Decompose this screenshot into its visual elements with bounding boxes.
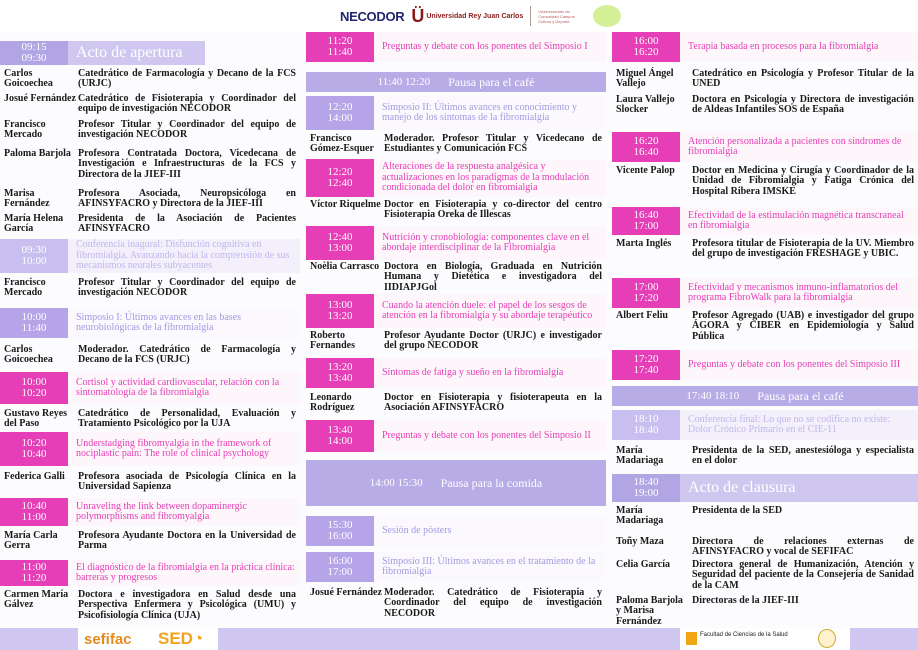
talk-title: Cuando la atención duele: el papel de los sesgos de atención en la fibromialgia y su abordaje terapéutico	[382, 299, 593, 321]
sed-logo	[158, 629, 203, 649]
talk-band	[0, 372, 300, 404]
talk-title: Nutrición y cronobiología: componentes clave en el abordaje interdisciplinar de la Fibromialgia	[382, 231, 590, 253]
facultad-logo	[700, 632, 788, 639]
time-start: 18:40	[633, 476, 659, 488]
time-end: 11:40	[21, 322, 47, 334]
speaker-name: Francisco Mercado	[4, 119, 46, 141]
time-start: 16:00	[327, 555, 353, 567]
speaker-name: Federica Galli	[4, 471, 65, 482]
talk-band	[612, 132, 918, 162]
sed-logo-mark: ◔	[192, 629, 204, 648]
time-start: 16:20	[633, 135, 659, 147]
talk-title: Understadging fibromyalgia in the framework of nociplastic pain: The role of clinical psychology	[76, 437, 272, 459]
symposium-1-band	[0, 308, 300, 338]
seal-icon	[818, 629, 836, 648]
speaker-desc: Doctora e investigadora en Salud desde una Perspectiva Enfermera y Psicológica (UMU) y Psicofisiología Clínica (UJA)	[78, 589, 296, 621]
speaker-name: Roberto Fernandes	[310, 330, 355, 352]
urjc-name: Universidad Rey Juan Carlos	[426, 12, 524, 20]
speaker-desc: Catedrático en Psicología y Profesor Titular de la UNED	[692, 68, 914, 90]
final-conference-title: Conferencia final: Lo que no se codifica no existe: Dolor Crónico Primario en el CIE-11	[688, 413, 891, 435]
speaker-desc: Doctor en Medicina y Cirugía y Coordinador de la Unidad de Fibromialgia y Fatiga Crónica del Hospital Ribera IMSKE	[692, 165, 914, 197]
questions-title: Preguntas y debate con los ponentes del Simposio II	[382, 429, 591, 441]
time-end: 11:20	[21, 572, 47, 584]
lunch-break-band	[306, 460, 606, 506]
speaker-desc: Presidenta de la Asociación de Pacientes AFINSYFACRO	[78, 213, 296, 235]
talk-band	[0, 432, 300, 466]
symposium-3-band	[306, 552, 606, 582]
break-label: Pausa para el café	[757, 388, 844, 403]
time-start: 17:20	[633, 353, 659, 365]
column-3	[612, 32, 918, 628]
time-start: 15:30	[327, 519, 353, 531]
talk-title: Efectividad de la estimulación magnética transcraneal en fibromialgia	[688, 209, 904, 231]
final-conference-band	[612, 410, 918, 440]
time-start: 12:20	[327, 101, 353, 113]
facultad-name: Facultad de Ciencias de la Salud	[700, 632, 788, 638]
questions-band	[306, 420, 606, 452]
speaker-desc: Profesor Ayudante Doctor (URJC) e investigador del grupo NECODOR	[384, 330, 602, 352]
time-end: 18:40	[633, 424, 659, 436]
speaker-name: Víctor Riquelme	[310, 199, 381, 210]
speaker-desc: Presidenta de la SED, anestesióloga y especialista en el dolor	[692, 445, 914, 467]
time-start: 17:00	[633, 281, 659, 293]
speaker-name: Albert Feliu	[616, 310, 668, 321]
time-start: 10:40	[21, 500, 47, 512]
speaker-name: Marisa Fernández	[4, 188, 50, 210]
speaker-name: Leonardo Rodríguez	[310, 392, 355, 414]
speaker-name: Carlos Goicoechea	[4, 68, 53, 90]
speaker-name: Gustavo Reyes del Paso	[4, 408, 68, 430]
speaker-name: Paloma Barjola y Marisa Fernández	[616, 595, 683, 627]
time-end: 14:00	[327, 112, 353, 124]
speaker-name: María Madariaga	[616, 505, 664, 527]
speaker-name: Francisco Mercado	[4, 277, 46, 299]
break-label: Pausa para el café	[448, 74, 535, 89]
talk-title: Terapia basada en procesos para la fibromialgia	[688, 40, 879, 52]
questions-title: Preguntas y debate con los ponentes del Simposio III	[688, 358, 901, 370]
column-1	[0, 32, 300, 628]
speaker-name: Marta Inglés	[616, 238, 672, 249]
header-logos	[340, 4, 621, 28]
speaker-name: Noèlia Carrasco	[310, 261, 380, 272]
coffee-break-band	[306, 72, 606, 92]
time-end: 14:00	[327, 435, 353, 447]
speaker-name: Laura Vallejo Slocker	[616, 94, 675, 116]
posters-title: Sesión de pósters	[382, 524, 452, 536]
inaugural-title: Conferencia inagural: Disfunción cognitiva en fibromialgia. Avanzando hacia la comprensión de sus mecanismos neurales subyacentes	[76, 239, 290, 272]
time-start: 10:00	[21, 376, 47, 388]
time-end: 17:20	[633, 292, 659, 304]
break-time: 17:40 18:10	[686, 390, 740, 402]
speaker-desc: Directora de relaciones externas de AFINSYFACRO y vocal de SEFIFAC	[692, 536, 914, 558]
time-end: 11:00	[21, 511, 47, 523]
time-start: 12:20	[327, 166, 353, 178]
urjc-logo: Ü Universidad Rey Juan Carlos	[411, 6, 524, 26]
opening-title: Acto de apertura	[76, 43, 183, 61]
time-end: 13:40	[327, 372, 353, 384]
logo-divider	[530, 6, 531, 26]
speaker-name: Toñy Maza	[616, 536, 664, 547]
speaker-desc: Directoras de la JIEF-III	[692, 595, 799, 606]
talk-band	[612, 32, 918, 62]
time-start: 13:20	[327, 361, 353, 373]
talk-band	[0, 498, 300, 526]
speaker-desc: Moderador. Profesor Titular y Vicedecano de Estudiantes y Comunicación FCS	[384, 133, 602, 155]
talk-band	[306, 294, 606, 328]
opening-band	[0, 41, 205, 65]
symposium-2-title: Simposio II: Últimos avances en conocimiento y manejo de los síntomas de la fibromialgia	[382, 101, 577, 123]
questions-band	[612, 350, 918, 380]
time-end: 09:30	[21, 52, 47, 64]
speaker-desc: Profesora Ayudante Doctora en la Universidad de Parma	[78, 530, 296, 552]
time-start: 09:30	[21, 244, 47, 256]
questions-title: Preguntas y debate con los ponentes del Simposio I	[382, 40, 588, 52]
time-end: 10:40	[21, 448, 47, 460]
break-time: 11:40 12:20	[377, 76, 431, 88]
time-end: 16:00	[327, 530, 353, 542]
time-start: 10:00	[21, 311, 47, 323]
speaker-name: Paloma Barjola	[4, 148, 71, 159]
speaker-desc: Profesor Titular y Coordinador del equipo de investigación NECODOR	[78, 119, 296, 141]
inaugural-band	[0, 239, 300, 273]
speaker-name: María Carla Gerra	[4, 530, 58, 552]
time-end: 17:00	[327, 566, 353, 578]
talk-band	[612, 207, 918, 235]
talk-title: El diagnóstico de la fibromialgia en la práctica clínica: barreras y progresos	[76, 561, 295, 583]
coffee-break-band	[612, 386, 918, 406]
speaker-desc: Catedrático de Farmacología y Decano de la FCS (URJC)	[78, 68, 296, 90]
break-label: Pausa para la comida	[440, 475, 543, 490]
speaker-desc: Catedrático de Fisioterapia y Coordinador del equipo de investigación NECODOR	[78, 93, 296, 115]
speaker-desc: Profesor Titular y Coordinador del equipo de investigación NECODOR	[78, 277, 296, 299]
sefifac-logo: sefifac	[84, 631, 132, 648]
time-start: 12:40	[327, 231, 353, 243]
speaker-desc: Profesora titular de Fisioterapia de la UV. Miembro del grupo de investigación FRESHAGE y UBIC.	[692, 238, 914, 260]
time-start: 10:20	[21, 437, 47, 449]
header-bar	[0, 0, 918, 32]
speaker-name: Josué Fernández	[310, 587, 382, 598]
symposium-2-band	[306, 96, 606, 130]
time-end: 19:00	[633, 487, 659, 499]
symposium-3-title: Simposio III: Últimos avances en el tratamiento de la fibromialgia	[382, 555, 596, 577]
talk-band	[0, 560, 300, 586]
time-start: 11:20	[327, 35, 353, 47]
footer-bar	[0, 628, 918, 650]
time-start: 16:40	[633, 209, 659, 221]
time-start: 13:00	[327, 299, 353, 311]
speaker-desc: Moderador. Catedrático de Farmacología y Decano de la FCS (URJC)	[78, 344, 296, 366]
talk-title: Unraveling the link between dopaminergic polymorphisms and fibromyalgia	[76, 500, 247, 522]
time-end: 12:40	[327, 177, 353, 189]
time-end: 17:40	[633, 364, 659, 376]
break-time: 14:00 15:30	[369, 477, 423, 489]
time-start: 13:40	[327, 424, 353, 436]
column-2	[306, 32, 606, 628]
closing-title: Acto de clausura	[688, 478, 796, 496]
time-end: 13:20	[327, 310, 353, 322]
time-end: 10:20	[21, 387, 47, 399]
time-end: 16:40	[633, 146, 659, 158]
speaker-desc: Directora general de Humanización, Atención y Seguridad del paciente de la Consejería de Sanidad de la CAM	[692, 559, 914, 591]
time-end: 13:00	[327, 242, 353, 254]
speaker-name: Francisco Gómez-Esquer	[310, 133, 374, 155]
sed-logo-text: SED	[158, 629, 193, 648]
speaker-name: María Helena García	[4, 213, 64, 235]
speaker-desc: Profesor Agregado (UAB) e investigador del grupo ÁGORA y CIBER en Epidemiología y Salud Pública	[692, 310, 914, 342]
speaker-name: Celia García	[616, 559, 670, 570]
speaker-name: Carmen María Gálvez	[4, 589, 69, 611]
speaker-desc: Profesora Asociada, Neuropsicóloga en AFINSYFACRO y Directora de la JIEF-III	[78, 188, 296, 210]
talk-title: Alteraciones de la respuesta analgésica y actualizaciones en los paradigmas de la modulación condicionada del dolor en fibromialgia	[382, 161, 590, 194]
time-start: 16:00	[633, 35, 659, 47]
time-end: 10:00	[21, 255, 47, 267]
talk-title: Cortisol y actividad cardiovascular, relación con la sintomatología de la fibromialgia	[76, 376, 280, 398]
speaker-desc: Profesora Contratada Doctora, Vicedecana de Investigación e Infraestructuras de la FCS y Directora de la JIEF-III	[78, 148, 296, 180]
facultad-mark-icon	[686, 632, 697, 645]
speaker-desc: Profesora asociada de Psicología Clínica en la Universidad Sapienza	[78, 471, 296, 493]
partner-logo	[593, 5, 621, 27]
time-end: 17:00	[633, 220, 659, 232]
talk-title: Efectividad y mecanismos inmuno-inflamatorios del programa FibroWalk para la fibromialgia	[688, 281, 898, 303]
speaker-desc: Presidenta de la SED	[692, 505, 783, 516]
speaker-name: Miguel Ángel Vallejo	[616, 68, 674, 90]
time-end: 11:40	[327, 46, 353, 58]
talk-title: Atención personalizada a pacientes con síndromes de fibromialgia	[688, 135, 902, 157]
speaker-desc: Doctor en Fisioterapia y fisioterapeuta en la Asociación AFINSYFACRO	[384, 392, 602, 414]
speaker-name: María Madariaga	[616, 445, 664, 467]
closing-band	[612, 474, 918, 502]
questions-band	[306, 32, 606, 62]
talk-band	[612, 278, 918, 308]
talk-band	[306, 358, 606, 388]
vicerrectorado-logo: Vicerrectorado de Comunidad Campus Cultura y Deporte	[538, 8, 575, 24]
speaker-desc: Doctor en Fisioterapia y co-director del centro Fisioterapia Oreka de Illescas	[384, 199, 602, 221]
time-start: 18:10	[633, 413, 659, 425]
speaker-name: Vicente Palop	[616, 165, 675, 176]
posters-band	[306, 516, 606, 546]
talk-title: Síntomas de fatiga y sueño en la fibromialgia	[382, 366, 564, 378]
speaker-name: Carlos Goicoechea	[4, 344, 53, 366]
time-start: 09:15	[21, 41, 47, 53]
necodor-logo: NECODOR	[340, 8, 405, 24]
speaker-desc: Doctora en Biología, Graduada en Nutrición Humana y Dietética e investigadora del IIDIAPJGol	[384, 261, 602, 293]
speaker-desc: Moderador. Catedrático de Fisioterapia y Coordinador del equipo de investigación NECODOR	[384, 587, 602, 619]
speaker-desc: Doctora en Psicología y Directora de investigación de Aldeas Infantiles SOS de España	[692, 94, 914, 116]
time-end: 16:20	[633, 46, 659, 58]
speaker-name: Josué Fernández	[4, 93, 76, 104]
speaker-desc: Catedrático de Personalidad, Evaluación y Tratamiento Psicológico por la UJA	[78, 408, 296, 430]
symposium-1-title: Simposio I: Últimos avances en las bases neurobiológicas de la fibromialgia	[76, 311, 241, 333]
talk-band	[306, 226, 606, 260]
talk-band	[306, 159, 606, 197]
time-start: 11:00	[21, 561, 47, 573]
